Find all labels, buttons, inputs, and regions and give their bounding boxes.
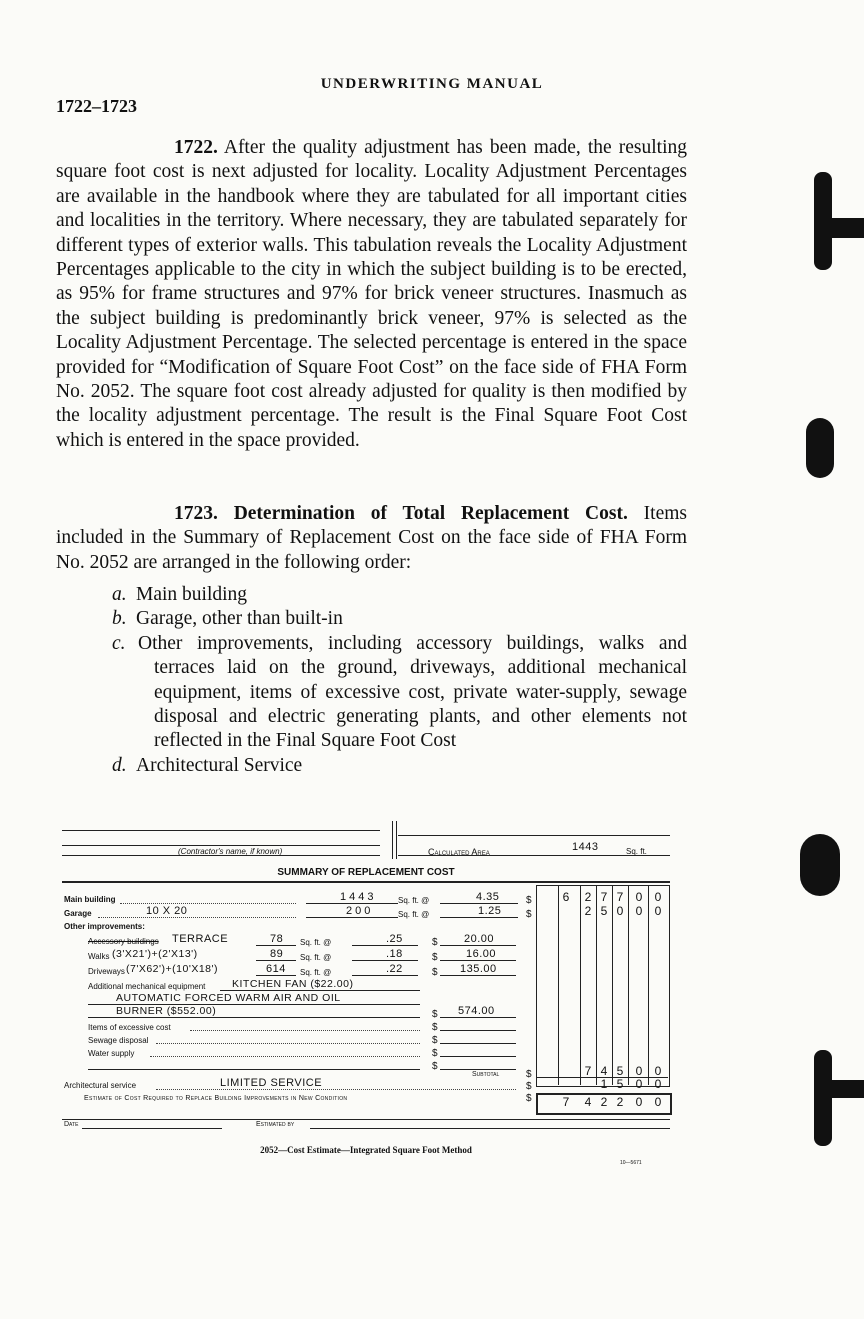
walks-label: Walks: [88, 952, 110, 961]
contractor-label: (Contractor's name, if known): [178, 847, 283, 856]
list-item: c. Other improvements, including accessory buildings, walks and terraces laid on the ground, driveways, additional mechanical equipment, items of excessive cost, private water-supply, sewage disposal and electric generating plants, and other elements not reflected in the Final Square Foot Cost: [112, 632, 687, 752]
garage-rate: 1.25: [478, 905, 502, 917]
summary-title: SUMMARY OF REPLACEMENT COST: [277, 867, 455, 878]
sqft-label: Sq. ft.: [626, 847, 647, 856]
paragraph-1723: [56, 502, 687, 575]
calculated-area-value: 1443: [572, 841, 599, 853]
section-range: 1722–1723: [56, 96, 137, 116]
list-item: a. Main building: [112, 584, 248, 605]
main-building-area: 1443: [340, 891, 377, 903]
date-label: Date: [64, 1121, 79, 1128]
subtotal-label: Subtotal: [472, 1071, 500, 1078]
calculated-area-label: Calculated Area: [428, 847, 490, 857]
mechanical-label: Additional mechanical equipment: [88, 982, 206, 991]
list-item: b. Garage, other than built-in: [112, 608, 343, 630]
other-improvements-label: Other improvements:: [64, 922, 145, 931]
binder-tab-mark: [814, 1050, 832, 1146]
paragraph-1723-text: Items included in the Summary of Replacement Cost on the face side of FHA Form No. 2052 are arranged in the following order:: [56, 503, 687, 573]
section-number-1723: 1723.: [174, 503, 218, 524]
main-building-label: Main building: [64, 895, 116, 904]
garage-size: 10 X 20: [146, 905, 188, 917]
enumerated-list: [112, 583, 687, 778]
mechanical-line-1: KITCHEN FAN ($22.00): [232, 978, 354, 990]
binder-tab-mark: [806, 418, 834, 478]
driveways-desc: (7'X62')+(10'X18'): [126, 963, 219, 975]
binder-tab-mark: [820, 218, 864, 238]
garage-label: Garage: [64, 909, 92, 918]
list-item: d. Architectural Service: [112, 754, 303, 776]
paragraph-1722: [56, 136, 687, 453]
garage-area: 200: [346, 905, 374, 917]
form-code: 10—5671: [620, 1160, 642, 1166]
estimated-by-label: Estimated by: [256, 1121, 295, 1128]
section-heading-1723: Determination of Total Replacement Cost.: [233, 503, 628, 524]
accessory-desc: TERRACE: [172, 933, 229, 945]
accessory-label: Accessory buildings: [88, 937, 159, 946]
estimate-label: Estimate of Cost Required to Replace Building Improvements in New Condition: [84, 1095, 348, 1102]
paragraph-1722-text: After the quality adjustment has been made, the resulting square foot cost is next adjusted for locality. Locality Adjustment Percentages are available in the handbook where they are tabulated for all important cities and localities in the territory. Where necessary, they are tabulated separately for different types of exterior walls. This tabulation reveals the Locality Adjustment Percentages applicable to the city in which the subject building is to be erected, as 95% for frame structures and 97% for brick veneer structures. Inasmuch as the subject building is predominantly brick veneer, 97% is selected as the Locality Adjustment Percentage. The selected percentage is entered in the space provided for “Modification of Square Foot Cost” on the face side of FHA Form No. 2052. The square foot cost already adjusted for quality is then modified by the locality adjustment percentage. The result is the Final Square Foot Cost which is entered in the space provided.: [56, 137, 687, 451]
fha-form-2052-excerpt: (Contractor's name, if known) Calculated Area 1443 Sq. ft. SUMMARY OF REPLACEMENT COST Main building 1443 Sq. ft. @ 4.35 $ 6 2 7 7 0 0 Garage 10 X 20 200 Sq. ft. @ 1.25 $ 2 5 0 0 0 Other improvements: Accessory buildings TERRACE 78 Sq. ft. @ .25 $ 20.00 Walks (3'X21')+(2'X13') 89 Sq. ft. @ .18 $ 16.00 Driveways (7'X62')+(10'X18') 614 Sq. ft. @ .22 $ 135.00 Additional mechanical equipment KITCHEN FAN ($22.00) AUTOMATIC FORCED WARM AIR AND OIL BURNER ($552.00) $ 574.00 Items of excessive cost $ Sewage disposal $ Water supply $ $ Subtotal $ 7 4 5 0 0 Architectural service LIMITED SERVICE $ 1 5 0 0 Estimate of Cost Required to Replace Building Improvements in New Condition $ 7 4 2 2 0 0 Date Estimated by 2052—Cost Estimate—Integrated Square Foot Method 10—5671: [60, 815, 672, 1165]
arch-service-label: Architectural service: [64, 1081, 137, 1090]
main-building-rate: 4.35: [476, 891, 500, 903]
walks-desc: (3'X21')+(2'X13'): [112, 948, 198, 960]
binder-tab-mark: [820, 1080, 864, 1098]
driveways-label: Driveways: [88, 967, 125, 976]
section-number-1722: 1722.: [174, 137, 218, 158]
form-footer: 2052—Cost Estimate—Integrated Square Foot Method: [260, 1145, 472, 1155]
running-title: UNDERWRITING MANUAL: [320, 76, 544, 92]
mechanical-line-2: AUTOMATIC FORCED WARM AIR AND OIL: [116, 992, 341, 1004]
arch-service-value: LIMITED SERVICE: [220, 1077, 323, 1089]
binder-tab-mark: [800, 834, 840, 896]
mechanical-line-3: BURNER ($552.00): [116, 1005, 217, 1017]
